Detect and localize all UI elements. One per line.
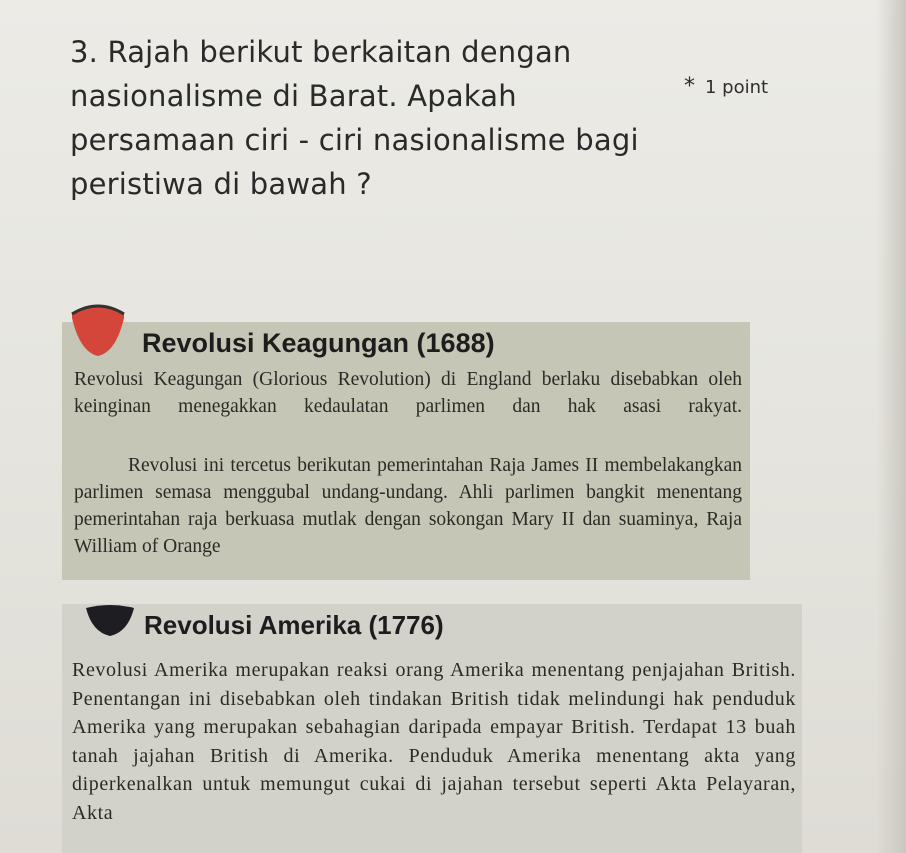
section-paragraph: Revolusi Keagungan (Glorious Revolution) di England berlaku disebabkan oleh keinginan menegakkan kedaulatan parlimen dan hak asasi rakyat. [74, 369, 742, 417]
question-text: 3. Rajah berikut berkaitan dengan nasionalisme di Barat. Apakah persamaan ciri - ciri nasionalisme bagi peristiwa di bawah ? [70, 35, 639, 201]
figure-section-glorious-revolution [62, 322, 750, 580]
section-heading: Revolusi Keagungan (1688) [142, 328, 495, 358]
red-bullet-icon [66, 304, 130, 364]
black-bullet-icon [84, 604, 136, 638]
section-paragraph: Revolusi Amerika merupakan reaksi orang Amerika menentang penjajahan British. Penentangan ini disebabkan oleh tindakan British tidak melindungi hak penduduk Amerika yang merupakan sebahagian daripada empayar British. Terdapat 13 buah tanah jajahan British di Amerika. Penduduk Amerika menentang akta yang diperkenalkan untuk memungut cukai di jajahan tersebut seperti Akta Pelayaran, Akta [72, 659, 796, 824]
figure-section-american-revolution [62, 604, 802, 853]
section-heading: Revolusi Amerika (1776) [144, 610, 444, 640]
screen-edge-shadow [876, 0, 906, 853]
points-label: 1 point [705, 77, 769, 98]
required-asterisk: * [684, 74, 695, 99]
question-points [684, 74, 768, 99]
section-paragraph: Revolusi ini tercetus berikutan pemerintahan Raja James II membelakangkan parlimen semasa menggubal undang-undang. Ahli parlimen bangkit menentang pemerintahan raja berkuasa mutlak dengan sokongan Mary II dan suaminya, Raja William of Orange [74, 455, 742, 557]
